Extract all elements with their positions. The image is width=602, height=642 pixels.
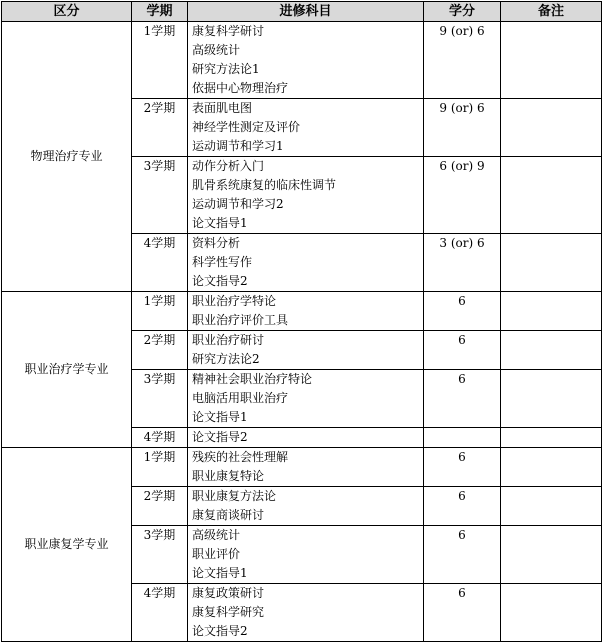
semester-cell: 2学期 <box>132 487 188 526</box>
course-item: 论文指导1 <box>192 216 248 230</box>
credits-cell <box>424 428 501 448</box>
course-item: 论文指导2 <box>192 274 248 288</box>
semester-cell: 3学期 <box>132 370 188 428</box>
note-cell <box>501 428 602 448</box>
semester-cell: 2学期 <box>132 99 188 157</box>
area-cell: 职业治疗学专业 <box>2 292 132 448</box>
courses-cell <box>188 448 424 487</box>
course-item: 职业治疗研讨 <box>192 333 265 347</box>
course-item: 运动调节和学习1 <box>192 139 284 153</box>
course-item: 康复政策研讨 <box>192 586 265 600</box>
semester-cell: 4学期 <box>132 584 188 642</box>
header-row <box>2 2 602 22</box>
course-item: 论文指导1 <box>192 566 248 580</box>
credits-cell: 9 (or) 6 <box>424 22 501 99</box>
note-cell <box>501 292 602 331</box>
courses-cell <box>188 157 424 234</box>
semester-cell: 4学期 <box>132 428 188 448</box>
credits-cell: 6 <box>424 448 501 487</box>
course-item: 资料分析 <box>192 236 241 250</box>
credits-cell: 6 <box>424 331 501 370</box>
course-item: 运动调节和学习2 <box>192 197 284 211</box>
course-item: 康复商谈研讨 <box>192 508 265 522</box>
semester-cell: 3学期 <box>132 526 188 584</box>
curriculum-table <box>1 1 602 642</box>
semester-cell: 1学期 <box>132 22 188 99</box>
credits-cell: 6 (or) 9 <box>424 157 501 234</box>
credits-cell: 6 <box>424 370 501 428</box>
course-item: 职业康复特论 <box>192 469 265 483</box>
table-row <box>2 292 602 331</box>
header-semester: 学期 <box>132 2 188 22</box>
semester-cell: 2学期 <box>132 331 188 370</box>
area-cell: 职业康复学专业 <box>2 448 132 642</box>
header-courses: 进修科目 <box>188 2 424 22</box>
course-item: 高级统计 <box>192 528 241 542</box>
courses-cell <box>188 526 424 584</box>
courses-cell <box>188 292 424 331</box>
note-cell <box>501 526 602 584</box>
note-cell <box>501 157 602 234</box>
credits-cell: 6 <box>424 526 501 584</box>
course-item: 依据中心物理治疗 <box>192 81 289 95</box>
course-item: 康复科学研讨 <box>192 24 265 38</box>
header-credits: 学分 <box>424 2 501 22</box>
course-item: 研究方法论1 <box>192 62 260 76</box>
semester-cell: 1学期 <box>132 292 188 331</box>
course-item: 职业治疗学特论 <box>192 294 277 308</box>
course-item: 康复科学研究 <box>192 605 265 619</box>
courses-cell <box>188 331 424 370</box>
course-item: 残疾的社会性理解 <box>192 450 289 464</box>
credits-cell: 3 (or) 6 <box>424 234 501 292</box>
course-item: 论文指导2 <box>192 624 248 638</box>
note-cell <box>501 331 602 370</box>
table-row <box>2 448 602 487</box>
semester-cell: 4学期 <box>132 234 188 292</box>
area-cell: 物理治疗专业 <box>2 22 132 292</box>
table-body <box>2 22 602 642</box>
semester-cell: 3学期 <box>132 157 188 234</box>
note-cell <box>501 22 602 99</box>
courses-cell <box>188 487 424 526</box>
header-area: 区分 <box>2 2 132 22</box>
courses-cell <box>188 99 424 157</box>
course-item: 职业治疗评价工具 <box>192 313 289 327</box>
semester-cell: 1学期 <box>132 448 188 487</box>
table-row <box>2 22 602 99</box>
course-item: 肌骨系统康复的临床性调节 <box>192 178 337 192</box>
courses-cell <box>188 584 424 642</box>
credits-cell: 6 <box>424 292 501 331</box>
courses-cell <box>188 234 424 292</box>
course-item: 职业康复方法论 <box>192 489 277 503</box>
credits-cell: 6 <box>424 487 501 526</box>
credits-cell: 6 <box>424 584 501 642</box>
courses-cell <box>188 22 424 99</box>
course-item: 论文指导2 <box>192 430 248 444</box>
note-cell <box>501 584 602 642</box>
course-item: 高级统计 <box>192 43 241 57</box>
courses-cell <box>188 428 424 448</box>
course-item: 精神社会职业治疗特论 <box>192 372 313 386</box>
course-item: 电脑活用职业治疗 <box>192 391 289 405</box>
course-item: 动作分析入门 <box>192 159 265 173</box>
header-note: 备注 <box>501 2 602 22</box>
credits-cell: 9 (or) 6 <box>424 99 501 157</box>
note-cell <box>501 487 602 526</box>
course-item: 表面肌电图 <box>192 101 253 115</box>
course-item: 科学性写作 <box>192 255 253 269</box>
note-cell <box>501 234 602 292</box>
courses-cell <box>188 370 424 428</box>
note-cell <box>501 99 602 157</box>
course-item: 神经学性测定及评价 <box>192 120 301 134</box>
course-item: 职业评价 <box>192 547 241 561</box>
course-item: 论文指导1 <box>192 410 248 424</box>
note-cell <box>501 370 602 428</box>
note-cell <box>501 448 602 487</box>
course-item: 研究方法论2 <box>192 352 260 366</box>
